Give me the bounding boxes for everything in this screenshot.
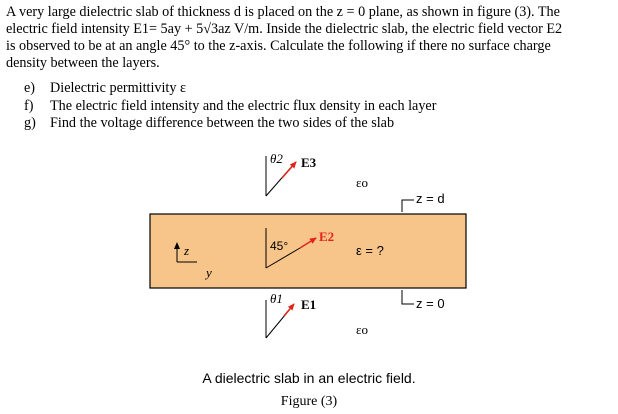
z-0-label: z = 0 [416,296,445,311]
problem-line-1: A very large dielectric slab of thickness d is placed on the z = 0 plane, as shown in figure (3). The [6,4,560,20]
bottom-epsilon-label: εo [356,322,368,337]
problem-line-2: electric field intensity E1= 5ay + 5√3az V/m. Inside the dielectric slab, the electric field vector E2 [6,21,563,37]
e3-red-arrow [282,162,296,178]
z-axis-label: z [184,243,190,258]
e1-red-arrow [284,304,294,316]
question-text: Find the voltage difference between the two sides of the slab [50,115,395,131]
question-marker: e) [24,80,36,96]
e1-vector-group [266,291,368,338]
question-text: Dielectric permittivity ε [50,80,186,96]
theta1-label: θ1 [270,291,283,306]
slab-epsilon-label: ε = ? [356,243,384,258]
e2-label: E2 [319,229,335,244]
top-epsilon-label: εo [356,175,368,190]
question-text: The electric field intensity and the electric flux density in each layer [50,97,437,114]
figure-label: Figure (3) [280,394,338,409]
dielectric-slab [150,214,466,288]
question-marker: g) [24,115,36,131]
z-0-marker [402,290,445,311]
problem-line-3: is observed to be at an angle 45° to the z-axis. Calculate the following if there no surface charge [6,38,551,54]
question-marker: f) [24,97,34,114]
problem-line-4: density between the layers. [6,55,160,71]
z-d-label: z = d [416,191,445,206]
e3-label: E3 [301,155,317,170]
figure-caption: A dielectric slab in an electric field. [202,370,416,386]
angle-45-label: 45° [270,239,289,253]
z-d-marker [402,191,445,212]
e1-label: E1 [301,297,317,312]
y-axis-label: y [206,265,212,280]
e3-vector-group [266,151,368,196]
theta2-label: θ2 [270,151,283,166]
